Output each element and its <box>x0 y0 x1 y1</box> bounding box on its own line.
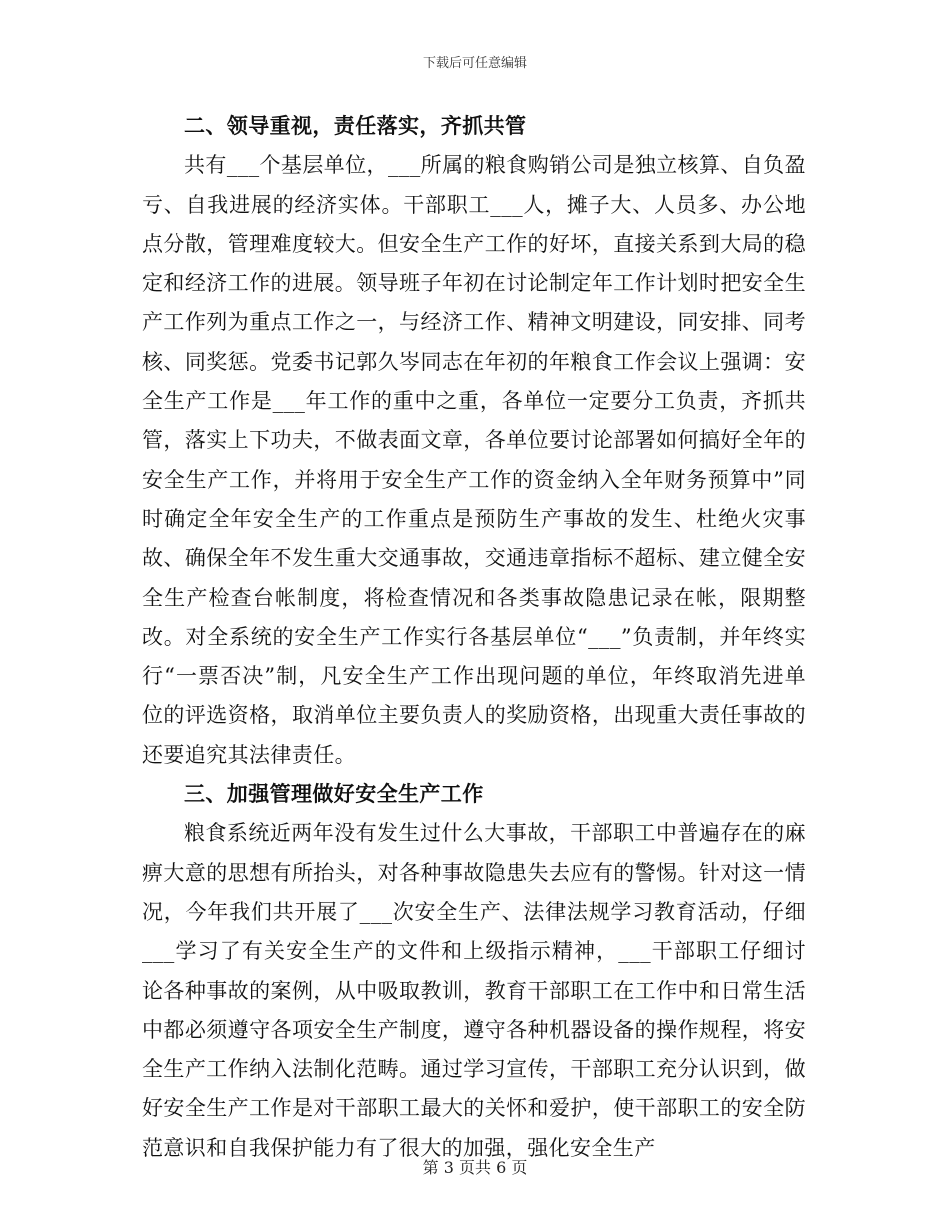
page-number-footer: 第 3 页共 6 页 <box>422 1158 528 1177</box>
section-heading-2: 二、领导重视，责任落实，齐抓共管 <box>184 114 527 138</box>
document-body <box>142 107 806 1168</box>
section-paragraph-3: 粮食系统近两年没有发生过什么大事故，干部职工中普遍存在的麻痹大意的思想有所抬头，对各种事故隐患失去应有的警惕。针对这一情况，今年我们共开展了___次安全生产、法律法规学习教育活动，仔细___学习了有关安全生产的文件和上级指示精神，___干部职工仔细讨论各种事故的案例，从中吸取教训，教育干部职工在工作中和日常生活中都必须遵守各项安全生产制度，遵守各种机器设备的操作规程，将安全生产工作纳入法制化范畴。通过学习宣传，干部职工充分认识到，做好安全生产工作是对干部职工最大的关怀和爱护，使干部职工的安全防范意识和自我保护能力有了很大的加强，强化安全生产 <box>142 821 806 1160</box>
page-header: 下载后可任意编辑 <box>422 56 527 71</box>
section-heading-3: 三、加强管理做好安全生产工作 <box>184 782 484 807</box>
section-paragraph-2: 共有___个基层单位，___所属的粮食购销公司是独立核算、自负盈亏、自我进展的经济实体。干部职工___人，摊子大、人员多、办公地点分散，管理难度较大。但安全生产工作的好坏，直接关系到大局的稳定和经济工作的进展。领导班子年初在讨论制定年工作计划时把安全生产工作列为重点工作之一，与经济工作、精神文明建设，同安排、同考核、同奖惩。党委书记郭久岑同志在年初的年粮食工作会议上强调：安全生产工作是___年工作的重中之重，各单位一定要分工负责，齐抓共管，落实上下功夫，不做表面文章，各单位要讨论部署如何搞好全年的安全生产工作，并将用于安全生产工作的资金纳入全年财务预算中”同时确定全年安全生产的工作重点是预防生产事故的发生、杜绝火灾事故、确保全年不发生重大交通事故，交通违章指标不超标、建立健全安全生产检查台帐制度，将检查情况和各类事故隐患记录在帐，限期整改。对全系统的安全生产工作实行各基层单位“___”负责制，并年终实行“一票否决”制，凡安全生产工作出现问题的单位，年终取消先进单位的评选资格，取消单位主要负责人的奖励资格，出现重大责任事故的还要追究其法律责任。 <box>142 153 806 767</box>
